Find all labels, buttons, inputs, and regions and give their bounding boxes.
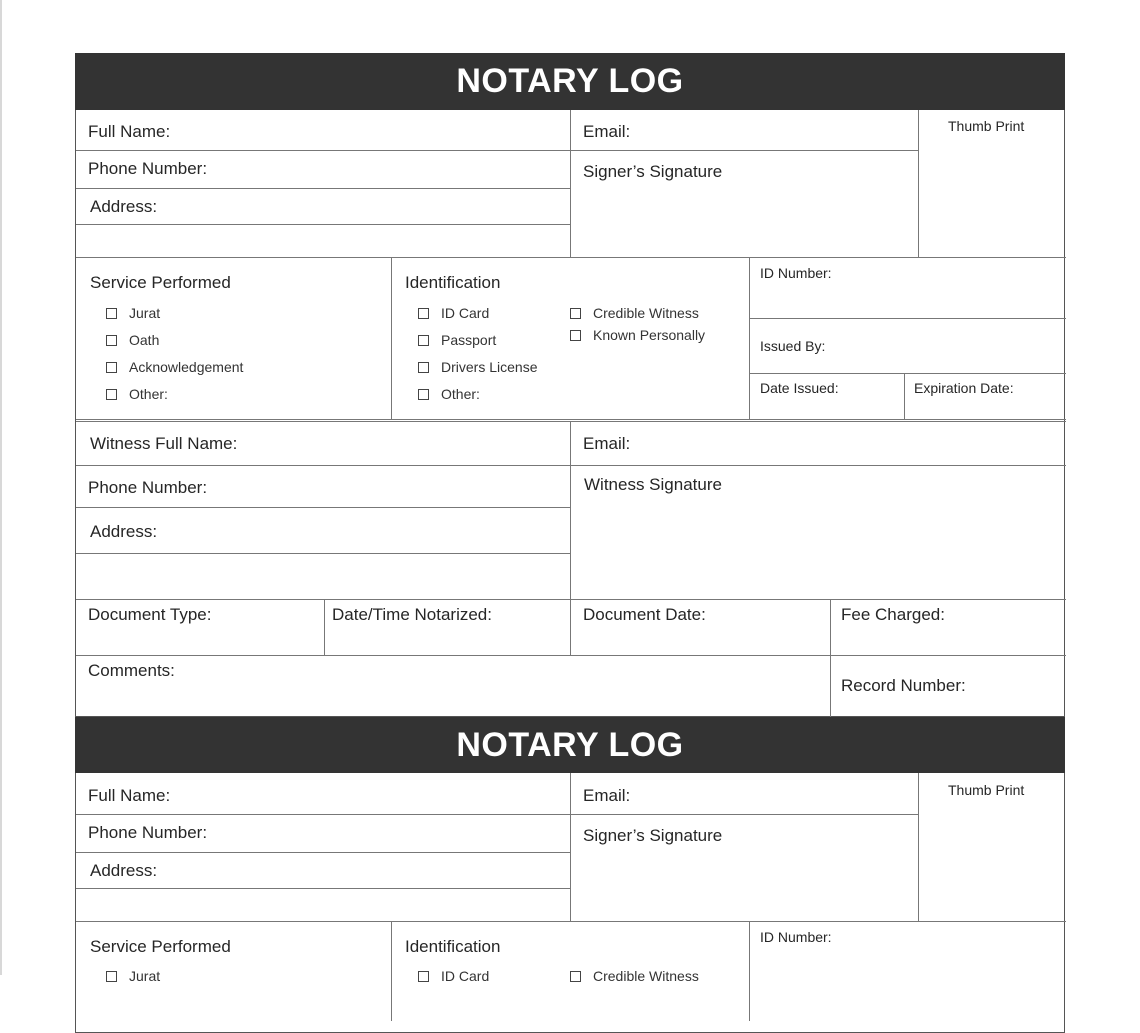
log-form <box>75 110 1065 717</box>
document-date-label: Document Date: <box>583 605 706 624</box>
checkbox[interactable] <box>570 308 581 319</box>
witness-full-name-label: Witness Full Name: <box>90 434 238 453</box>
checkbox[interactable] <box>106 362 117 373</box>
record-number-label: Record Number: <box>841 676 966 695</box>
signer-email-label: Email: <box>583 122 631 141</box>
witness-email-label: Email: <box>583 434 631 453</box>
checkbox[interactable] <box>106 971 117 982</box>
notary-log-2 <box>75 717 1065 1017</box>
signer-phone-label: Phone Number: <box>88 159 208 178</box>
service-option-jurat[interactable]: Jurat <box>106 305 160 321</box>
signer-signature-label: Signer’s Signature <box>583 162 723 181</box>
checkbox[interactable] <box>418 335 429 346</box>
checkbox[interactable] <box>418 389 429 400</box>
id-option-credible-witness[interactable]: Credible Witness <box>570 968 699 984</box>
checkbox[interactable] <box>106 389 117 400</box>
log-form <box>75 773 1065 1033</box>
checkbox[interactable] <box>418 971 429 982</box>
document-type-label: Document Type: <box>88 605 212 624</box>
signer-signature-label: Signer’s Signature <box>583 826 723 845</box>
service-performed-heading: Service Performed <box>90 937 231 956</box>
checkbox[interactable] <box>570 330 581 341</box>
signer-address-label: Address: <box>90 197 158 216</box>
expiration-date-label: Expiration Date: <box>914 380 1014 396</box>
log-title: NOTARY LOG <box>75 53 1065 110</box>
checkbox[interactable] <box>570 971 581 982</box>
signer-phone-label: Phone Number: <box>88 823 208 842</box>
comments-label: Comments: <box>88 661 175 680</box>
page-edge <box>0 0 2 975</box>
id-number-label: ID Number: <box>760 929 832 945</box>
witness-phone-label: Phone Number: <box>88 478 208 497</box>
witness-signature-label: Witness Signature <box>584 475 722 494</box>
id-option-id-card[interactable]: ID Card <box>418 305 489 321</box>
signer-full-name-label: Full Name: <box>88 786 171 805</box>
service-option-acknowledgement[interactable]: Acknowledgement <box>106 359 243 375</box>
id-option-id-card[interactable]: ID Card <box>418 968 489 984</box>
identification-heading: Identification <box>405 937 501 956</box>
service-option-oath[interactable]: Oath <box>106 332 159 348</box>
date-time-notarized-label: Date/Time Notarized: <box>332 605 492 624</box>
id-option-drivers-license[interactable]: Drivers License <box>418 359 537 375</box>
signer-address-label: Address: <box>90 861 158 880</box>
checkbox[interactable] <box>106 335 117 346</box>
thumb-print-label: Thumb Print <box>948 118 1025 134</box>
thumb-print-label: Thumb Print <box>948 782 1025 798</box>
service-performed-heading: Service Performed <box>90 273 231 292</box>
service-option-jurat[interactable]: Jurat <box>106 968 160 984</box>
checkbox[interactable] <box>418 362 429 373</box>
id-option-other[interactable]: Other: <box>418 386 480 402</box>
service-option-other[interactable]: Other: <box>106 386 168 402</box>
date-issued-label: Date Issued: <box>760 380 839 396</box>
log-title: NOTARY LOG <box>75 717 1065 773</box>
id-option-passport[interactable]: Passport <box>418 332 496 348</box>
signer-full-name-label: Full Name: <box>88 122 171 141</box>
id-option-known-personally[interactable]: Known Personally <box>570 327 705 343</box>
fee-charged-label: Fee Charged: <box>841 605 945 624</box>
id-number-label: ID Number: <box>760 265 832 281</box>
signer-email-label: Email: <box>583 786 631 805</box>
id-option-credible-witness[interactable]: Credible Witness <box>570 305 699 321</box>
checkbox[interactable] <box>106 308 117 319</box>
witness-address-label: Address: <box>90 522 158 541</box>
notary-log-1 <box>75 53 1065 717</box>
checkbox[interactable] <box>418 308 429 319</box>
identification-heading: Identification <box>405 273 501 292</box>
issued-by-label: Issued By: <box>760 338 826 354</box>
